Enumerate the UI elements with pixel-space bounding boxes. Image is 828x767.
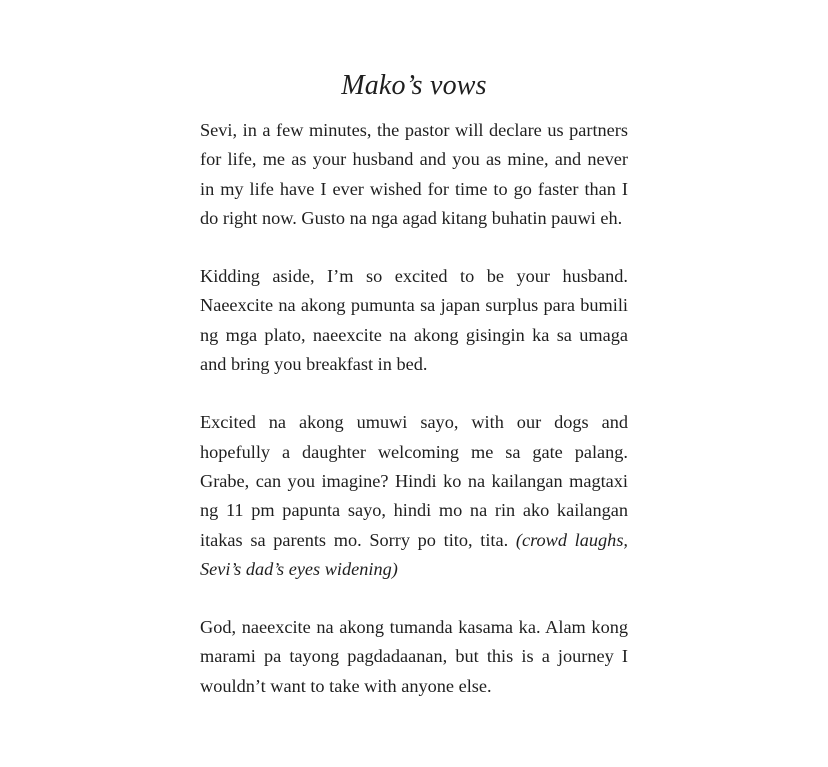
paragraph-text: Kidding aside, I’m so excited to be your husband. Naeexcite na akong pumunta sa japan surplus para bumili ng mga plato, naeexcite na akong gisingin ka sa umaga and bring you breakfast in bed. [200, 266, 628, 375]
vow-paragraph-3 [200, 408, 628, 584]
vow-paragraph-1 [200, 116, 628, 233]
paragraph-text: Sevi, in a few minutes, the pastor will declare us partners for life, me as your husband and you as mine, and never in my life have I ever wished for time to go faster than I do right now. Gusto na nga agad kitang buhatin pauwi eh. [200, 120, 628, 228]
stage-direction: (crowd laughs, Sevi’s dad’s eyes widening) [200, 529, 629, 579]
page-title: Mako’s vows [341, 70, 487, 101]
paragraph-text: Excited na akong umuwi sayo, with our dogs and hopefully a daughter welcoming me sa gate palang. Grabe, can you imagine? Hindi ko na kailangan magtaxi ng 11 pm papunta sayo, hindi mo na rin ako kailangan itakas sa parents mo. Sorry po tito, tita. [200, 412, 628, 550]
vow-paragraph-2 [200, 262, 628, 379]
vow-paragraph-4 [200, 613, 628, 701]
paragraph-text: God, naeexcite na akong tumanda kasama ka. Alam kong marami pa tayong pagdadaanan, but this is a journey I wouldn’t want to take with anyone else. [200, 617, 628, 696]
vows-page [200, 66, 628, 730]
